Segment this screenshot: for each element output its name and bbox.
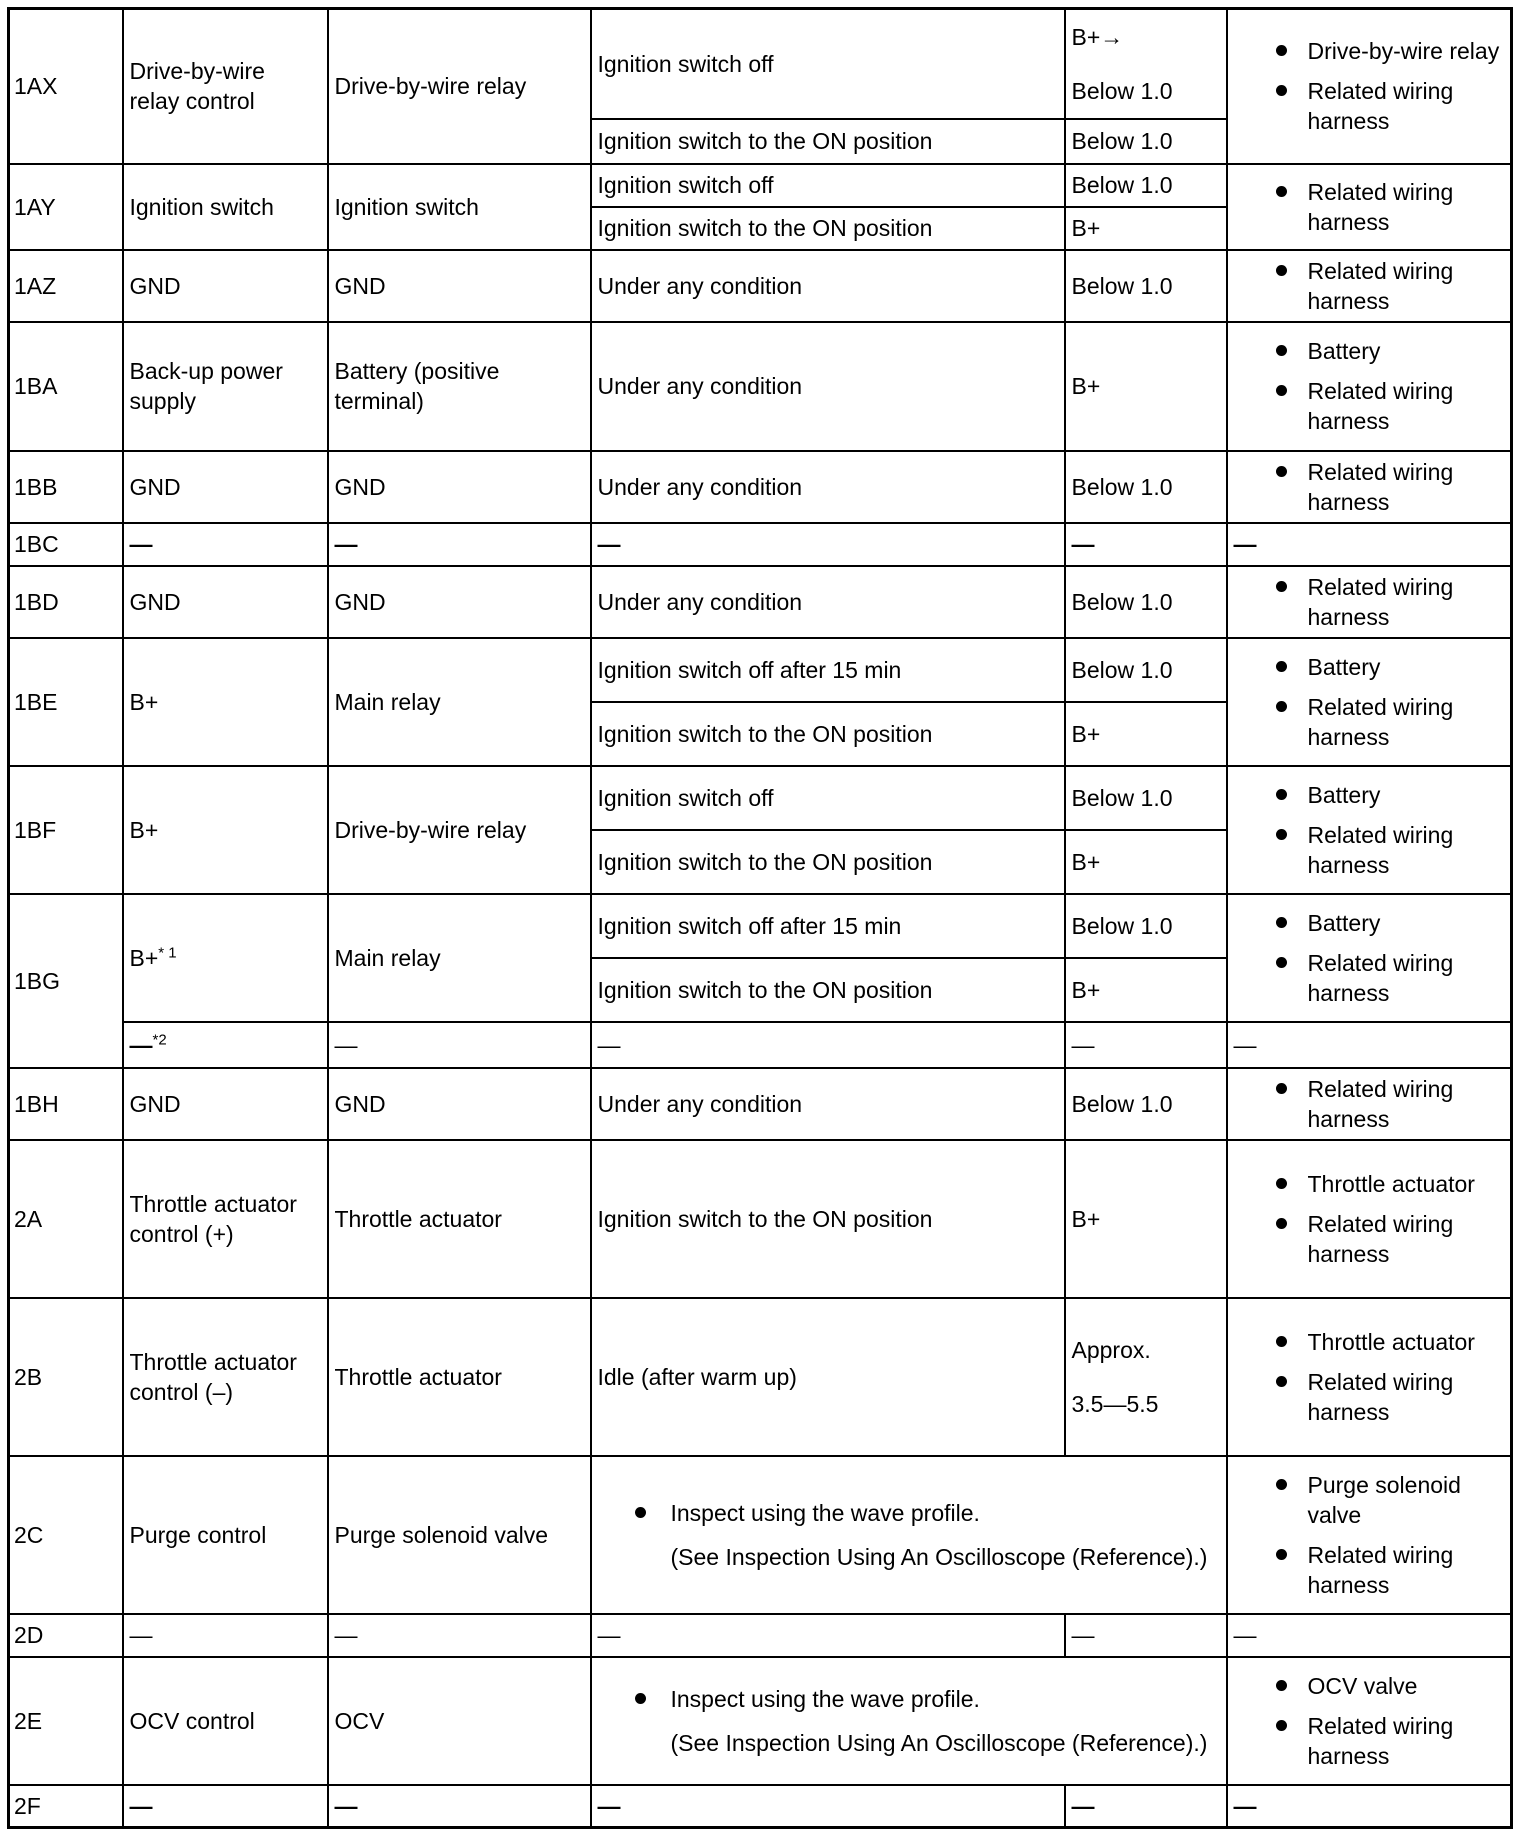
condition-cell: Under any condition xyxy=(591,1068,1065,1140)
bullet-icon xyxy=(1276,1218,1287,1229)
condition-cell: Under any condition xyxy=(591,451,1065,523)
terminal-cell: 1BD xyxy=(9,566,123,638)
terminal-cell: 1BB xyxy=(9,451,123,523)
voltage-cell: B+ xyxy=(1065,1140,1227,1298)
bullet-icon xyxy=(1276,85,1287,96)
bullet-icon xyxy=(1276,1680,1287,1691)
inspection-item: Related wiring harness xyxy=(1234,572,1505,632)
table-row xyxy=(9,1456,1512,1614)
inspection-item: Battery xyxy=(1234,908,1505,938)
table-row xyxy=(9,1298,1512,1456)
inspection-item: Related wiring harness xyxy=(1234,177,1505,237)
signal-name-cell: Purge control xyxy=(123,1456,328,1614)
condition-cell: Ignition switch to the ON position xyxy=(591,702,1065,766)
table-row xyxy=(9,894,1512,958)
wave-instruction: Inspect using the wave profile. xyxy=(670,1499,980,1526)
signal-name-cell: OCV control xyxy=(123,1657,328,1785)
signal-name-cell: —$^{*2}$ xyxy=(123,1022,328,1068)
voltage-line: B+→ xyxy=(1071,23,1124,50)
terminal-cell: 1BC xyxy=(9,523,123,566)
inspection-cell xyxy=(1227,1140,1512,1298)
dash-cell: — xyxy=(328,1614,591,1657)
dash-cell: — xyxy=(1227,1785,1512,1828)
bullet-icon xyxy=(1276,45,1287,56)
voltage-line: Below 1.0 xyxy=(1071,77,1173,104)
inspection-cell xyxy=(1227,451,1512,523)
inspection-item: Battery xyxy=(1234,780,1505,810)
table-row xyxy=(9,1614,1512,1657)
bullet-icon xyxy=(1276,466,1287,477)
condition-cell: Idle (after warm up) xyxy=(591,1298,1065,1456)
bullet-icon xyxy=(1276,917,1287,928)
bullet-icon xyxy=(1276,1549,1287,1560)
dash-cell: — xyxy=(591,1785,1065,1828)
wave-inspection-cell xyxy=(591,1657,1227,1785)
connected-to-cell: Main relay xyxy=(328,638,591,766)
condition-cell: Ignition switch to the ON position xyxy=(591,1140,1065,1298)
table-row xyxy=(9,9,1512,119)
dash-cell: — xyxy=(591,1022,1065,1068)
connected-to-cell: Throttle actuator xyxy=(328,1298,591,1456)
bullet-icon xyxy=(1276,581,1287,592)
inspection-cell xyxy=(1227,1298,1512,1456)
terminal-cell: 1BH xyxy=(9,1068,123,1140)
terminal-cell: 1AZ xyxy=(9,250,123,322)
bullet-icon xyxy=(1276,701,1287,712)
bullet-icon xyxy=(1276,1479,1287,1490)
inspection-cell xyxy=(1227,164,1512,250)
inspection-item: Related wiring harness xyxy=(1234,1074,1505,1134)
voltage-cell: Below 1.0 xyxy=(1065,638,1227,702)
condition-cell: Ignition switch off after 15 min xyxy=(591,638,1065,702)
table-row xyxy=(9,1140,1512,1298)
condition-cell: Ignition switch off xyxy=(591,164,1065,207)
voltage-cell: B+ xyxy=(1065,958,1227,1022)
wave-inspection-cell xyxy=(591,1456,1227,1614)
inspection-item: Throttle actuator xyxy=(1234,1169,1505,1199)
terminal-cell: 1BA xyxy=(9,322,123,451)
inspection-item: Related wiring harness xyxy=(1234,1540,1505,1600)
inspection-item: Battery xyxy=(1234,652,1505,682)
inspection-item: Throttle actuator xyxy=(1234,1327,1505,1357)
reference-link-text: (See Inspection Using An Oscilloscope (Reference).) xyxy=(670,1729,1208,1756)
inspection-item: Related wiring harness xyxy=(1234,1711,1505,1771)
voltage-line: Approx. xyxy=(1071,1336,1151,1363)
signal-name-cell: B+$^{* 1}$ xyxy=(123,894,328,1022)
inspection-cell xyxy=(1227,1657,1512,1785)
table-row xyxy=(9,164,1512,207)
condition-cell: Ignition switch to the ON position xyxy=(591,830,1065,894)
bullet-icon xyxy=(1276,1720,1287,1731)
dash-cell: — xyxy=(1065,523,1227,566)
connected-to-cell: Battery (positive terminal) xyxy=(328,322,591,451)
voltage-cell: Below 1.0 xyxy=(1065,119,1227,164)
inspection-cell xyxy=(1227,766,1512,894)
bullet-icon xyxy=(1276,789,1287,800)
condition-cell: Under any condition xyxy=(591,250,1065,322)
signal-name-cell: GND xyxy=(123,451,328,523)
bullet-icon xyxy=(1276,345,1287,356)
inspection-cell xyxy=(1227,638,1512,766)
connected-to-cell: Drive-by-wire relay xyxy=(328,766,591,894)
inspection-item: Purge solenoid valve xyxy=(1234,1470,1505,1530)
connected-to-cell: GND xyxy=(328,566,591,638)
terminal-cell: 2D xyxy=(9,1614,123,1657)
inspection-item: Related wiring harness xyxy=(1234,256,1505,316)
dash-cell: — xyxy=(1227,1022,1512,1068)
signal-name-cell: Ignition switch xyxy=(123,164,328,250)
inspection-item: Related wiring harness xyxy=(1234,820,1505,880)
signal-name-cell: B+ xyxy=(123,766,328,894)
inspection-cell xyxy=(1227,1068,1512,1140)
condition-cell: Under any condition xyxy=(591,566,1065,638)
signal-name-cell: B+ xyxy=(123,638,328,766)
voltage-cell: Below 1.0 xyxy=(1065,894,1227,958)
voltage-cell: Below 1.0 xyxy=(1065,250,1227,322)
dash-cell: — xyxy=(328,523,591,566)
bullet-icon xyxy=(1276,1083,1287,1094)
condition-cell: Ignition switch off xyxy=(591,9,1065,119)
inspection-item: Related wiring harness xyxy=(1234,376,1505,436)
condition-cell: Ignition switch to the ON position xyxy=(591,958,1065,1022)
table-row xyxy=(9,523,1512,566)
inspection-item: Related wiring harness xyxy=(1234,457,1505,517)
terminal-cell: 1AY xyxy=(9,164,123,250)
bullet-icon xyxy=(1276,957,1287,968)
dash-cell: — xyxy=(328,1022,591,1068)
bullet-icon xyxy=(1276,661,1287,672)
bullet-icon xyxy=(635,1693,646,1704)
connected-to-cell: GND xyxy=(328,1068,591,1140)
dash-cell: — xyxy=(1065,1022,1227,1068)
bullet-icon xyxy=(1276,829,1287,840)
voltage-cell: Below 1.0 xyxy=(1065,766,1227,830)
dash-cell: — xyxy=(123,1785,328,1828)
voltage-cell: Below 1.0 xyxy=(1065,1068,1227,1140)
table-row xyxy=(9,1657,1512,1785)
inspection-item: Drive-by-wire relay xyxy=(1234,36,1505,66)
table-row xyxy=(9,766,1512,830)
terminal-cell: 2A xyxy=(9,1140,123,1298)
terminal-voltage-table-container xyxy=(7,7,1510,1819)
dash-cell: — xyxy=(123,523,328,566)
table-row xyxy=(9,638,1512,702)
table-row xyxy=(9,1068,1512,1140)
terminal-cell: 1BE xyxy=(9,638,123,766)
inspection-item: Related wiring harness xyxy=(1234,692,1505,752)
terminal-cell: 2F xyxy=(9,1785,123,1828)
voltage-cell: B+ xyxy=(1065,207,1227,250)
condition-cell: Ignition switch off after 15 min xyxy=(591,894,1065,958)
connected-to-cell: GND xyxy=(328,250,591,322)
signal-name-cell: GND xyxy=(123,250,328,322)
footnote-marker: *2 xyxy=(152,1030,167,1048)
dash-cell: — xyxy=(123,1614,328,1657)
inspection-item: Battery xyxy=(1234,336,1505,366)
connected-to-cell: Purge solenoid valve xyxy=(328,1456,591,1614)
signal-name-cell: Back-up power supply xyxy=(123,322,328,451)
condition-cell: Ignition switch to the ON position xyxy=(591,119,1065,164)
terminal-cell: 1BF xyxy=(9,766,123,894)
dash-cell: — xyxy=(1065,1614,1227,1657)
inspection-item: Related wiring harness xyxy=(1234,1367,1505,1427)
bullet-icon xyxy=(1276,1336,1287,1347)
connected-to-cell: Drive-by-wire relay xyxy=(328,9,591,164)
inspection-item: Related wiring harness xyxy=(1234,1209,1505,1269)
table-row xyxy=(9,451,1512,523)
dash-cell: — xyxy=(1227,1614,1512,1657)
voltage-line: 3.5—5.5 xyxy=(1071,1390,1159,1417)
table-row xyxy=(9,250,1512,322)
bullet-icon xyxy=(635,1507,646,1518)
table-row xyxy=(9,1022,1512,1068)
connected-to-cell: GND xyxy=(328,451,591,523)
voltage-cell xyxy=(1065,9,1227,119)
signal-name-cell: GND xyxy=(123,1068,328,1140)
wave-instruction: Inspect using the wave profile. xyxy=(670,1685,980,1712)
connected-to-cell: Main relay xyxy=(328,894,591,1022)
table-row xyxy=(9,322,1512,451)
voltage-cell: B+ xyxy=(1065,702,1227,766)
voltage-cell: B+ xyxy=(1065,830,1227,894)
signal-name-cell: Throttle actuator control (–) xyxy=(123,1298,328,1456)
inspection-cell xyxy=(1227,9,1512,164)
terminal-voltage-table xyxy=(7,7,1513,1829)
voltage-cell: Below 1.0 xyxy=(1065,164,1227,207)
inspection-item: OCV valve xyxy=(1234,1671,1505,1701)
table-row xyxy=(9,566,1512,638)
connected-to-cell: Throttle actuator xyxy=(328,1140,591,1298)
bullet-icon xyxy=(1276,1376,1287,1387)
bullet-icon xyxy=(1276,1178,1287,1189)
bullet-icon xyxy=(1276,265,1287,276)
dash-cell: — xyxy=(591,523,1065,566)
signal-name-cell: Throttle actuator control (+) xyxy=(123,1140,328,1298)
voltage-cell xyxy=(1065,1298,1227,1456)
bullet-icon xyxy=(1276,385,1287,396)
dash-cell: — xyxy=(328,1785,591,1828)
inspection-item: Related wiring harness xyxy=(1234,948,1505,1008)
signal-name-cell: Drive-by-wire relay control xyxy=(123,9,328,164)
condition-cell: Ignition switch to the ON position xyxy=(591,207,1065,250)
voltage-cell: B+ xyxy=(1065,322,1227,451)
terminal-cell: 1BG xyxy=(9,894,123,1068)
footnote-marker: * 1 xyxy=(158,943,177,961)
connected-to-cell: Ignition switch xyxy=(328,164,591,250)
bullet-icon xyxy=(1276,186,1287,197)
terminal-cell: 1AX xyxy=(9,9,123,164)
inspection-cell xyxy=(1227,1456,1512,1614)
reference-link-text: (See Inspection Using An Oscilloscope (Reference).) xyxy=(670,1543,1208,1570)
dash-cell: — xyxy=(1227,523,1512,566)
condition-cell: Ignition switch off xyxy=(591,766,1065,830)
dash-cell: — xyxy=(1065,1785,1227,1828)
dash-cell: — xyxy=(591,1614,1065,1657)
terminal-cell: 2E xyxy=(9,1657,123,1785)
voltage-cell: Below 1.0 xyxy=(1065,566,1227,638)
inspection-cell xyxy=(1227,250,1512,322)
terminal-cell: 2B xyxy=(9,1298,123,1456)
condition-cell: Under any condition xyxy=(591,322,1065,451)
voltage-cell: Below 1.0 xyxy=(1065,451,1227,523)
signal-name-cell: GND xyxy=(123,566,328,638)
table-row xyxy=(9,1785,1512,1828)
terminal-cell: 2C xyxy=(9,1456,123,1614)
inspection-cell xyxy=(1227,322,1512,451)
inspection-cell xyxy=(1227,894,1512,1022)
inspection-item: Related wiring harness xyxy=(1234,76,1505,136)
connected-to-cell: OCV xyxy=(328,1657,591,1785)
inspection-cell xyxy=(1227,566,1512,638)
